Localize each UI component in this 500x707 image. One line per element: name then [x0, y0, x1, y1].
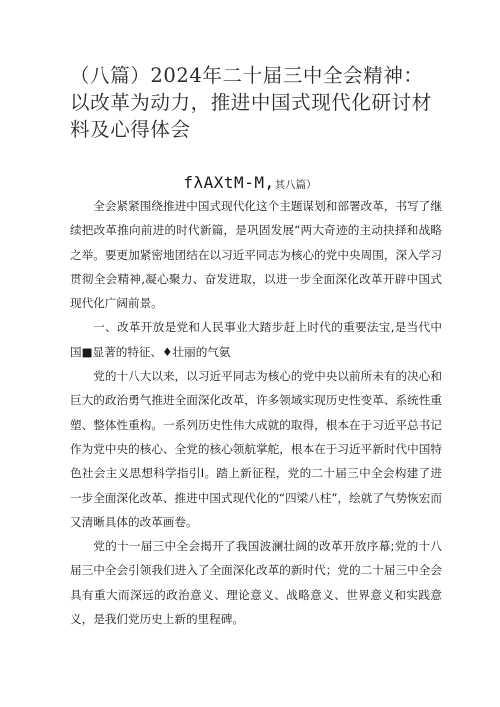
paragraph-2: 党的十八大以来，以习近平同志为核心的党中央以前所未有的决心和巨大的政治勇气推进全面深化改革，许多领域实现历史性变革、系统性重塑、整体性重构。一系列历史性伟大成就的取得，根本在于习近平总书记作为党中央的核心、全党的核心领航掌舵，根本在于习近平新时代中国特色社会主义思想科学指引I。踏上新征程，党的二十届三中全会构建了进一步全面深化改革、推进中国式现代化的“四梁八柱”，绘就了气势恢宏而又清晰具体的改革画卷。 [70, 369, 442, 529]
section-heading-1: 一、改革开放是党和人民事业大踏步赶上时代的重要法宝,是当代中国■显著的特征、♦壮丽的气氨 [70, 320, 443, 359]
document-title: （八篇）2024年二十届三中全会精神：以改革为动力，推进中国式现代化研讨材料及心得体会 [70, 64, 432, 141]
document-subtitle [0, 172, 500, 196]
subtitle-main: fλAXtM-M, [183, 173, 275, 192]
subtitle-suffix: 其八篇） [274, 179, 317, 191]
document-body [70, 194, 442, 631]
paragraph-3: 党的十一届三中全会揭开了我国波澜壮阔的改革开放序幕;党的十八届三中全会引领我们进入了全面深化改革的新时代；党的二十届三中全会具有重大而深远的政治意义、理论意义、战略意义、世界意义和实践意义，是我们党历史上新的里程碑。 [70, 539, 442, 627]
paragraph-intro: 全会紧紧围绕推进中国式现代化这个主题谋划和部署改革，书写了继续把改革推向前进的时代新篇，是巩固发展“两大奇迹的主动抉择和战略之举。要更加紧密地团结在以习近平同志为核心的党中央周围，深入学习贯彻全会精神,凝心聚力、奋发进取，以进一步全面深化改革开辟中国式现代化广阔前景。 [70, 199, 442, 311]
